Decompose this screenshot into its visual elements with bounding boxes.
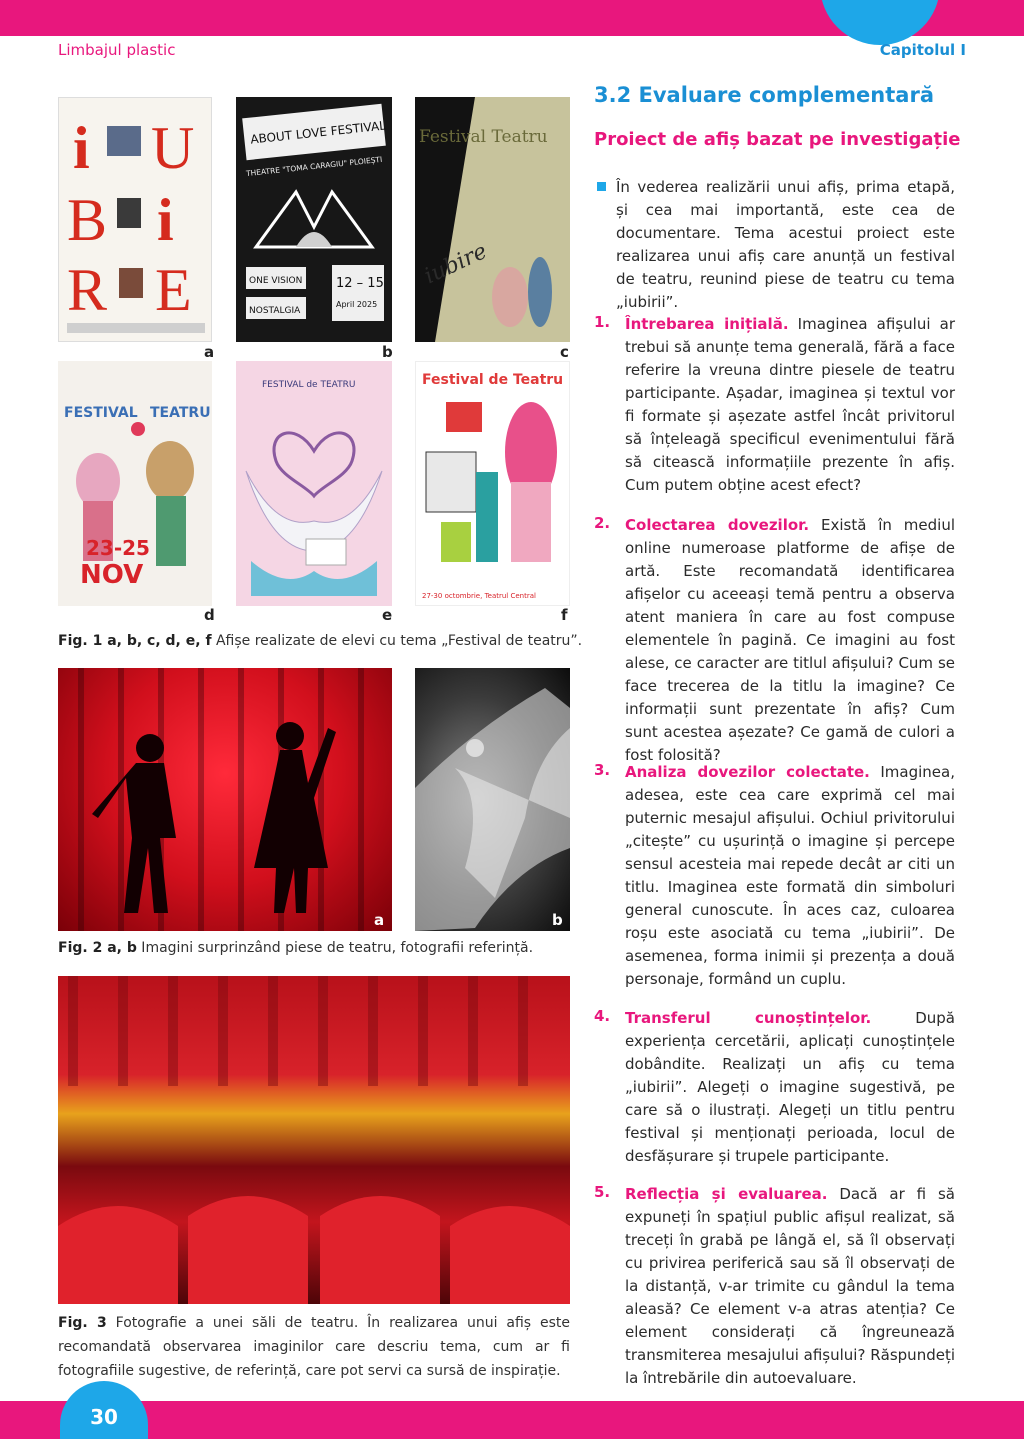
step-4-text: După experiența cercetării, aplicați cunoștințele dobândite. Realizați un afiș cu tema „iubirii”. Alegeți o imagine sugestivă, pe care să o ilustrați. Alegeți un titlu pentru festival și menționați perioada, locul de desfășurare și trupele participante.	[625, 1009, 955, 1165]
fig2-label-b: b	[552, 911, 563, 929]
step-1-number: 1.	[594, 313, 611, 331]
fig1-label-b: b	[382, 343, 393, 361]
poster-b-box1: ONE VISION	[249, 276, 303, 286]
fig1-caption	[58, 629, 582, 653]
poster-c	[415, 97, 570, 342]
photo-theatre-couple	[58, 668, 392, 931]
poster-b-title: ABOUT LOVE FESTIVAL	[249, 118, 387, 147]
poster-e-title: FESTIVAL de TEATRU	[262, 380, 356, 390]
poster-a-letter-2: U	[151, 115, 195, 181]
fig1-label-c: c	[560, 343, 569, 361]
poster-b	[236, 97, 392, 342]
step-4-number: 4.	[594, 1007, 611, 1025]
fig1-label-f: f	[561, 606, 568, 624]
poster-b-month: April 2025	[336, 300, 378, 309]
fig1-label-d: d	[204, 606, 215, 624]
photo-white-fabric	[415, 668, 570, 931]
corner-circle-decoration	[820, 0, 940, 45]
step-5-paragraph	[625, 1183, 955, 1390]
fig1-label-e: e	[382, 606, 393, 624]
step-2-paragraph	[625, 514, 955, 767]
step-5-number: 5.	[594, 1183, 611, 1201]
poster-d-title-left: FESTIVAL	[64, 405, 138, 421]
section-title: 3.2 Evaluare complementară	[594, 83, 934, 107]
poster-a-letter-6: E	[155, 257, 192, 323]
step-4-title: Transferul cunoștințelor.	[625, 1009, 872, 1027]
poster-b-subtitle: THEATRE "TOMA CARAGIU" PLOIEȘTI	[245, 154, 383, 179]
poster-a-letter-3: B	[67, 187, 108, 253]
poster-f-title: Festival de Teatru	[422, 372, 564, 388]
fig3-caption-text: Fotografie a unei săli de teatru. În realizarea unui afiș este recomandată observarea imaginilor care descriu tema, cum ar fi fotografiile sugestive, de referință, care pot servi ca sursă de inspirație.	[58, 1315, 570, 1379]
fig2-caption-text: Imagini surprinzând piese de teatru, fotografii referință.	[136, 940, 534, 956]
fig1-caption-bold: Fig. 1 a, b, c, d, e, f	[58, 633, 212, 649]
poster-d-month: NOV	[80, 560, 144, 590]
bottom-bar	[0, 1401, 1024, 1439]
fig2-label-a: a	[374, 911, 385, 929]
bullet-square-icon	[597, 182, 606, 191]
step-4-paragraph	[625, 1007, 955, 1168]
fig3-caption-bold: Fig. 3	[58, 1315, 107, 1331]
poster-b-box2: NOSTALGIA	[249, 306, 301, 316]
poster-d-dates: 23-25	[86, 536, 150, 560]
step-3-title: Analiza dovezilor colectate.	[625, 763, 870, 781]
step-3-number: 3.	[594, 761, 611, 779]
step-2-text: Există în mediul online numeroase platforme de afișe de artă. Este recomandată identificarea afișelor cu aceeași temă pentru a observa atent maniera în care au fost compuse elementele în pagină. Ce imagini au fost alese, ce caracter are titlul afișului? Cum se face trecerea de la titlu la imagine? Ce informații sunt prezentate în afiș? Cum sunt acestea așezate? Ce gamă de culori a fost folosită?	[625, 516, 956, 764]
page-number: 30	[90, 1405, 118, 1429]
poster-e	[236, 361, 392, 606]
photo-theatre-hall	[58, 976, 570, 1304]
step-1-title: Întrebarea inițială.	[625, 315, 789, 333]
step-3-text: Imaginea, adesea, este cea care exprimă cel mai puternic mesajul afișului. Ochiul privitorului „citește” cu ușurință o imagine și percepe sensul acesteia mai repede decât ar citi un titlu. Imaginea este formată din simboluri general cunoscute. În aces caz, culoarea roșu este asociată cu tema „iubirii”. De asemenea, forma inimii și prezența a două personaje, formând un cuplu.	[625, 763, 955, 988]
poster-a-letter-4: i	[157, 187, 174, 253]
running-header-left: Limbajul plastic	[58, 41, 176, 59]
poster-d	[58, 361, 212, 606]
project-subtitle: Proiect de afiș bazat pe investigație	[594, 129, 961, 150]
poster-d-title-right: TEATRU	[150, 405, 211, 421]
step-2-title: Colectarea dovezilor.	[625, 516, 810, 534]
fig2-caption	[58, 936, 533, 960]
fig2-caption-bold: Fig. 2 a, b	[58, 940, 137, 956]
fig1-label-a: a	[204, 343, 215, 361]
step-1-text: Imaginea afișului ar trebui să anunțe tema generală, fără a face referire la vreuna dintre piesele de teatru participante. Așadar, imaginea și textul vor fi formate și așezate astfel încât privitorul să înțeleagă specificul evenimentului fără să citească informațiile prezente în afiș. Cum putem obține acest efect?	[625, 315, 956, 494]
poster-a-letter-1: i	[73, 115, 90, 181]
running-header-right: Capitolul I	[879, 41, 966, 59]
step-3-paragraph	[625, 761, 955, 991]
step-5-title: Reflecția și evaluarea.	[625, 1185, 828, 1203]
intro-paragraph: În vederea realizării unui afiș, prima etapă, și cea mai importantă, este cea de documentare. Tema acestui proiect este realizarea unui afiș care anunță un festival de teatru, reunind piese de teatru cu tema „iubirii”.	[616, 178, 955, 311]
poster-f-footer: 27-30 octombrie, Teatrul Central	[422, 592, 536, 600]
fig1-caption-text: Afișe realizate de elevi cu tema „Festival de teatru”.	[211, 633, 583, 649]
fig3-caption	[58, 1311, 570, 1383]
poster-f	[415, 361, 570, 606]
poster-b-dates: 12 – 15	[336, 276, 384, 291]
poster-a-letter-5: R	[67, 257, 108, 323]
step-1-paragraph	[625, 313, 955, 497]
step-2-number: 2.	[594, 514, 611, 532]
poster-c-script: iubire	[420, 238, 491, 290]
poster-a	[58, 97, 212, 342]
step-5-text: Dacă ar fi să expuneți în spațiul public afișul realizat, să treceți în grabă pe lângă el, să îl observați cu privirea periferică sau să îl observați de la distanță, v-ar trimite cu gândul la tema aleasă? Ce element v-a atras atenția? Ce element considerați că îngreunează transmiterea mesajului afișului? Răspundeți la întrebările din autoevaluare.	[625, 1185, 955, 1387]
poster-c-title: Festival Teatru	[419, 127, 548, 147]
